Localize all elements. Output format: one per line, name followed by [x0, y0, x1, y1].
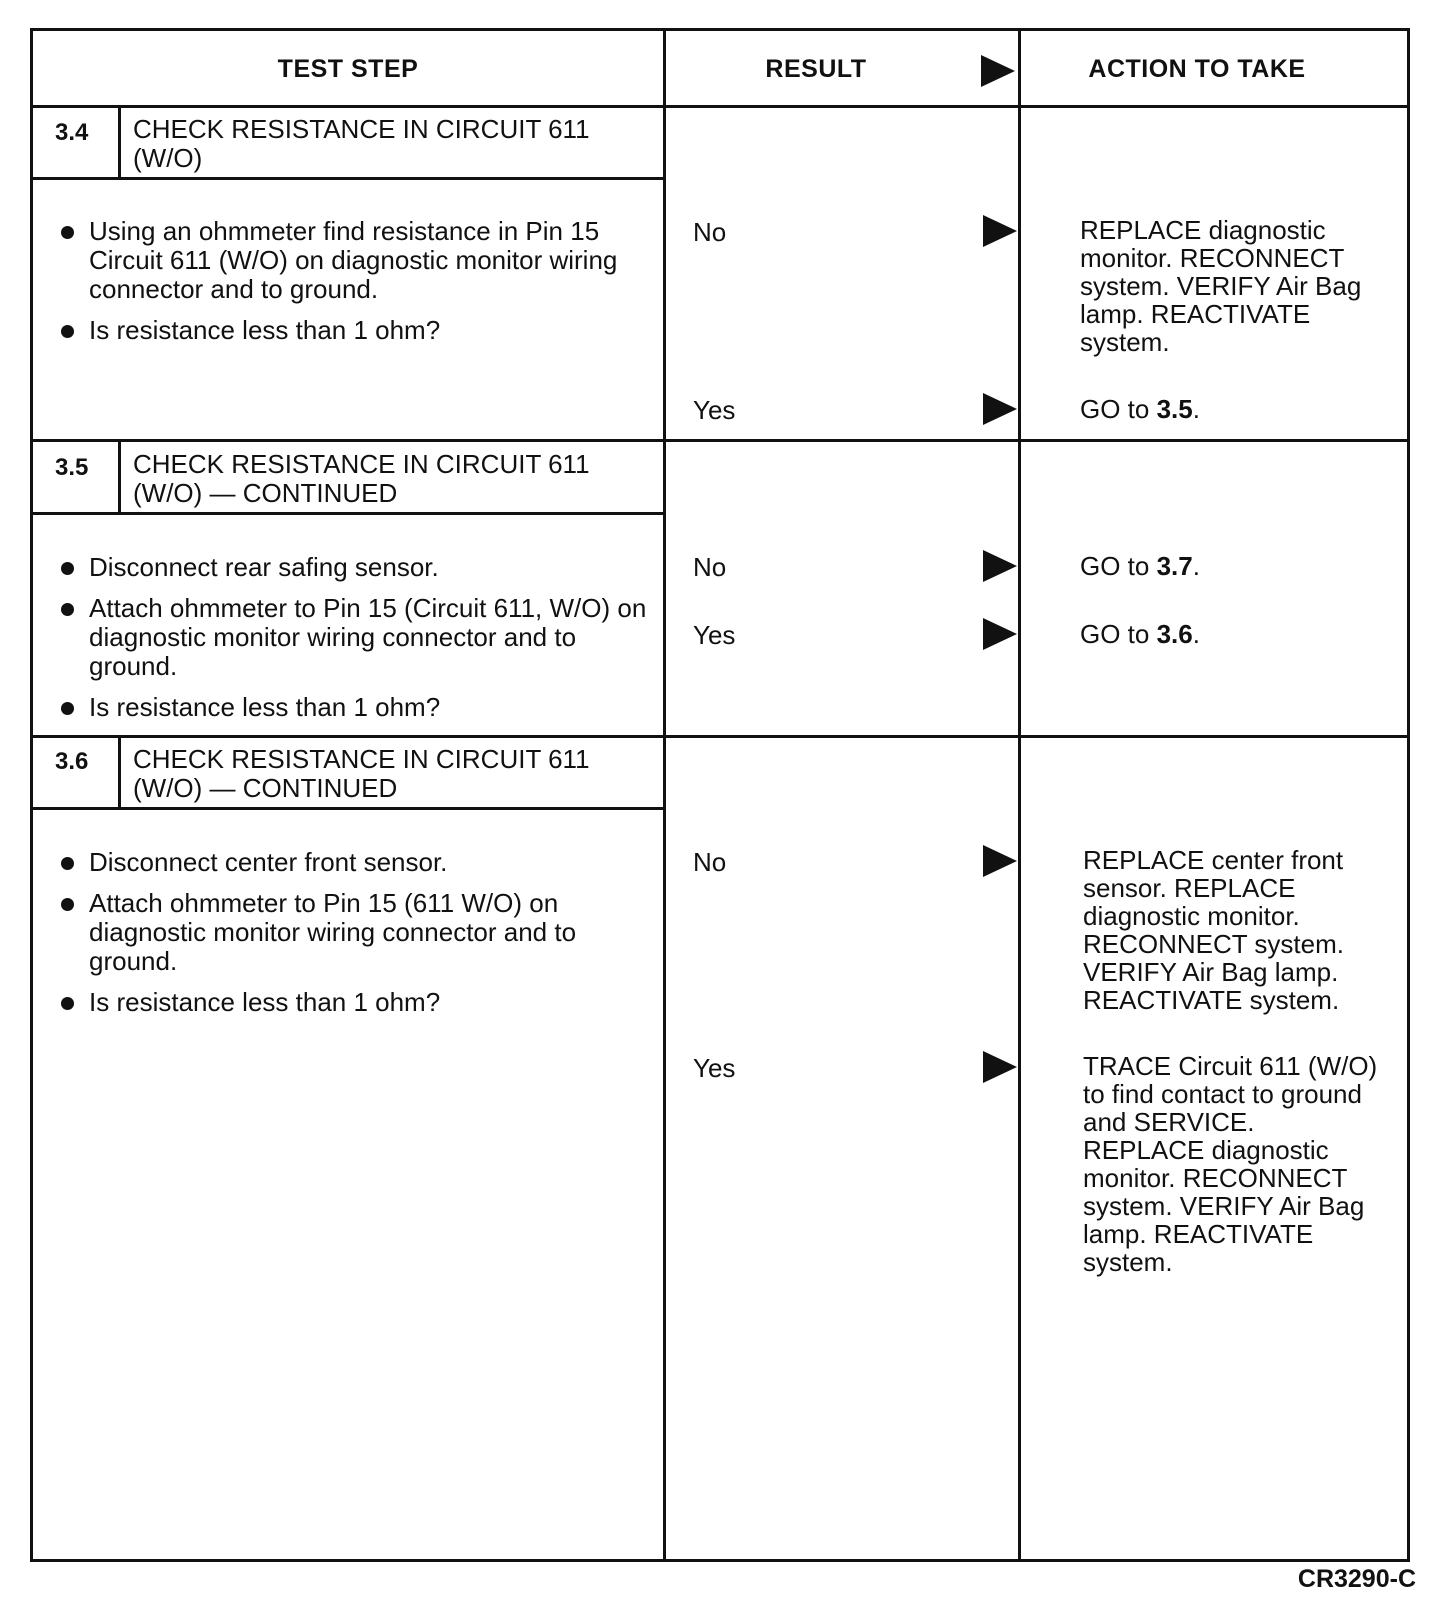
column-divider — [663, 31, 666, 1559]
result-no: No — [693, 847, 727, 877]
action-text: TRACE Circuit 611 (W/O) to find contact to ground and SERVICE. REPLACE diagnostic monitor. RECONNECT system. VERIFY Air Bag lamp. REACTIVATE system. — [1083, 1051, 1378, 1277]
step-number: 3.5 — [55, 454, 89, 481]
step-title-divider — [33, 512, 663, 515]
header-arrow-icon — [981, 55, 1015, 87]
step-number: 3.4 — [55, 119, 89, 146]
action-text: GO to 3.6. — [1080, 619, 1200, 649]
step-divider — [33, 735, 1407, 738]
bullet-item: Is resistance less than 1 ohm? — [59, 988, 654, 1017]
bullet-item: Attach ohmmeter to Pin 15 (611 W/O) on diagnostic monitor wiring connector and to ground. — [59, 889, 654, 976]
step-title: CHECK RESISTANCE IN CIRCUIT 611 (W/O) — CONTINUED — [133, 449, 590, 508]
result-arrow-icon — [983, 393, 1017, 425]
result-arrow-icon — [983, 618, 1017, 650]
bullet-item: Is resistance less than 1 ohm? — [59, 316, 654, 345]
step-bullets — [59, 553, 659, 734]
step-title-divider — [33, 807, 663, 810]
action-text: GO to 3.5. — [1080, 394, 1200, 424]
step-title: CHECK RESISTANCE IN CIRCUIT 611 (W/O) — [133, 114, 590, 173]
result-arrow-icon — [983, 550, 1017, 582]
header-action: ACTION TO TAKE — [1088, 54, 1306, 83]
action-text: REPLACE center front sensor. REPLACE diagnostic monitor. RECONNECT system. VERIFY Air Bag lamp. REACTIVATE system. — [1083, 845, 1344, 1015]
result-arrow-icon — [983, 1051, 1017, 1083]
step-title-divider — [33, 177, 663, 180]
bullet-item: Disconnect rear safing sensor. — [59, 553, 659, 582]
step-bullets — [59, 217, 654, 357]
figure-id: CR3290-C — [1297, 1565, 1416, 1593]
result-arrow-icon — [983, 845, 1017, 877]
header-test-step: TEST STEP — [277, 54, 419, 83]
bullet-item: Attach ohmmeter to Pin 15 (Circuit 611, W/O) on diagnostic monitor wiring connector and to ground. — [59, 594, 659, 681]
bullet-item: Using an ohmmeter find resistance in Pin 15 Circuit 611 (W/O) on diagnostic monitor wiring connector and to ground. — [59, 217, 654, 304]
step-divider — [33, 439, 1407, 442]
result-no: No — [693, 552, 727, 582]
result-arrow-icon — [983, 215, 1017, 247]
bullet-item: Disconnect center front sensor. — [59, 848, 654, 877]
action-text: REPLACE diagnostic monitor. RECONNECT system. VERIFY Air Bag lamp. REACTIVATE system. — [1080, 215, 1362, 357]
column-divider — [1018, 31, 1021, 1559]
step-number: 3.6 — [55, 748, 89, 775]
diagnostic-table — [30, 28, 1410, 1562]
step-title: CHECK RESISTANCE IN CIRCUIT 611 (W/O) — CONTINUED — [133, 744, 590, 803]
result-yes: Yes — [693, 1053, 736, 1083]
step-bullets — [59, 848, 654, 1029]
action-text: GO to 3.7. — [1080, 551, 1200, 581]
header-result: RESULT — [765, 54, 867, 83]
header-divider — [33, 105, 1407, 108]
result-no: No — [693, 217, 727, 247]
step-number-divider — [118, 108, 121, 178]
step-number-divider — [118, 442, 121, 513]
bullet-item: Is resistance less than 1 ohm? — [59, 693, 659, 722]
result-yes: Yes — [693, 620, 736, 650]
result-yes: Yes — [693, 395, 736, 425]
step-number-divider — [118, 738, 121, 808]
